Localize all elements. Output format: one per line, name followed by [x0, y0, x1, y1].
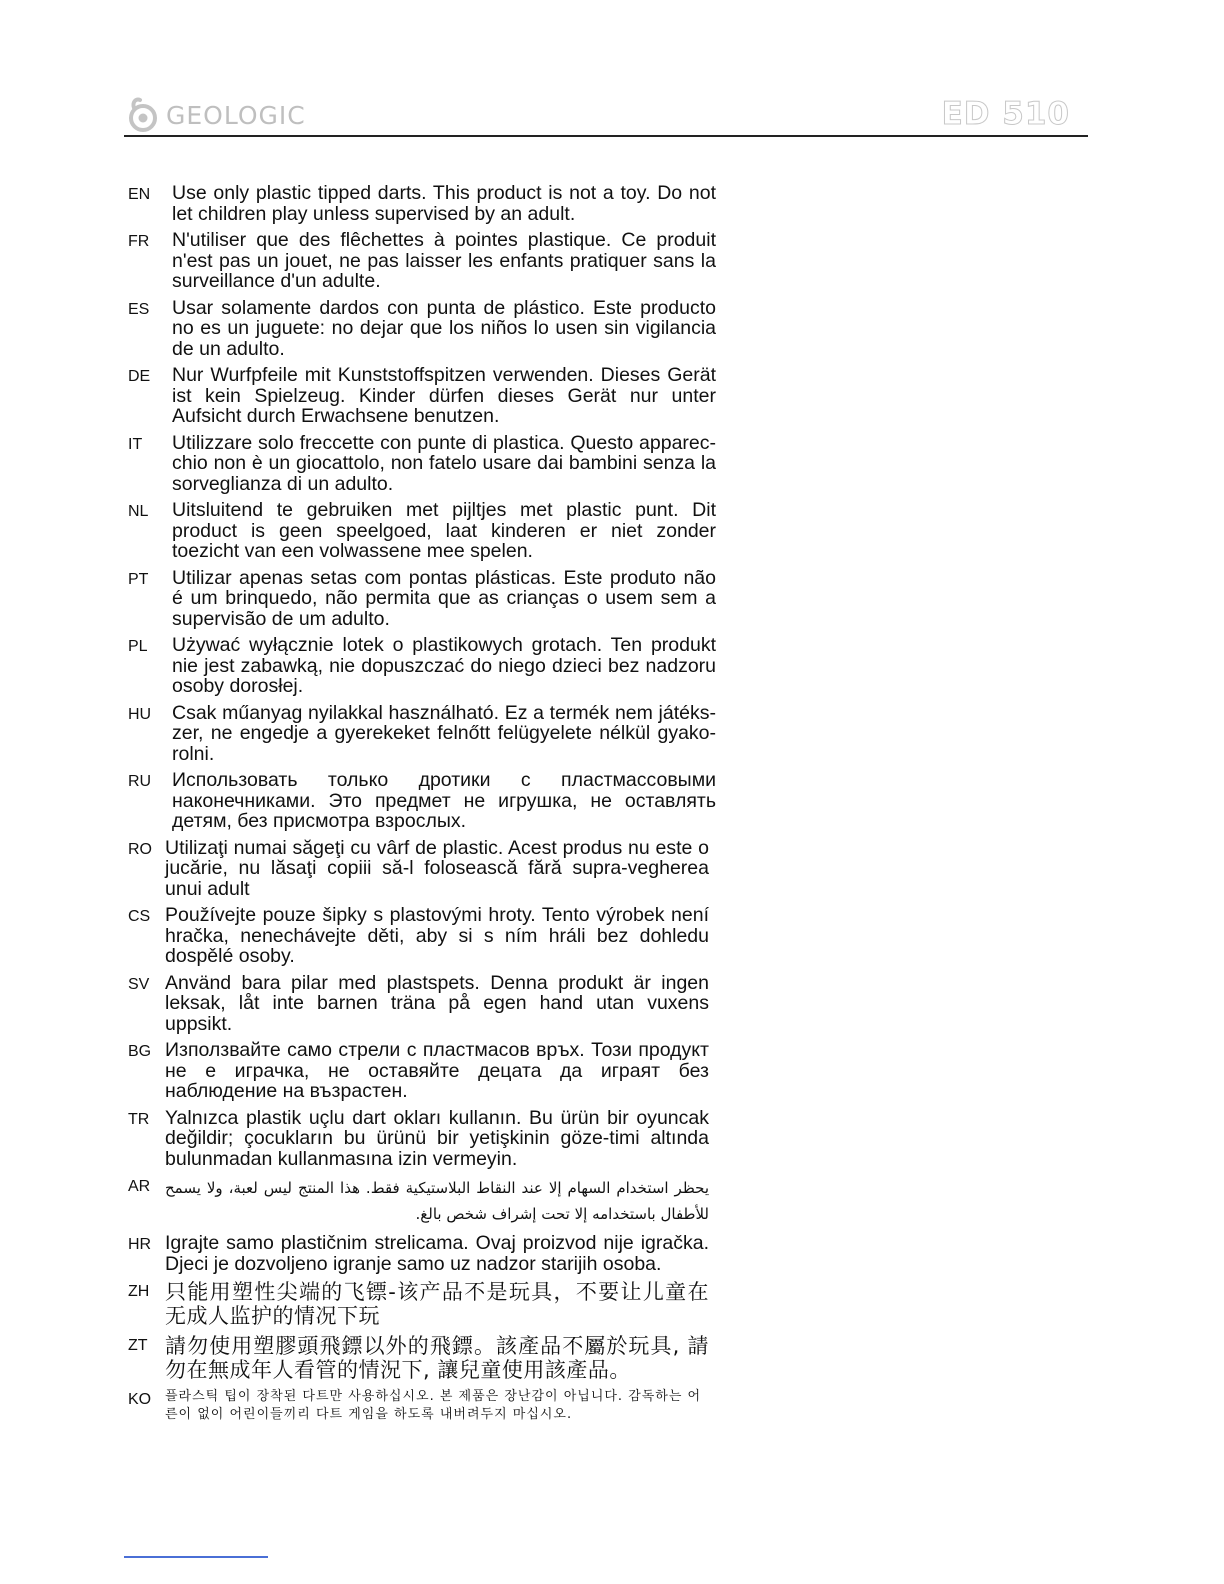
warning-text: Använd bara pilar med plastspets. Denna produkt är ingen leksak, låt inte barnen träna på egen hand utan vuxens uppsikt. [165, 971, 709, 1035]
geologic-logo-icon [128, 96, 162, 134]
header-divider [124, 135, 1088, 137]
warning-hr [128, 1233, 728, 1274]
language-code: CS [128, 908, 151, 925]
warning-text: Utilizar apenas setas com pontas plásticas. Este produto não é um brinquedo, não permita que as crianças o usem sem a supervisão de um adulto. [172, 566, 716, 630]
language-code: HR [128, 1236, 152, 1253]
warning-text: 플라스틱 팁이 장착된 다트만 사용하십시오. 본 제품은 장난감이 아닙니다. 감독하는 어른이 없이 어린이들끼리 다트 게임을 하도록 내버려두지 마십시오. [165, 1389, 702, 1422]
warning-sv [128, 973, 728, 1035]
warning-text: N'utiliser que des flêchettes à pointes plastique. Ce produit n'est pas un jouet, ne pas laisser les enfants pratiquer sans la surveillance d'un adulte. [172, 229, 716, 292]
language-code: TR [128, 1110, 150, 1128]
language-code: ZH [128, 1283, 150, 1300]
warning-hu [128, 703, 728, 765]
language-code: AR [128, 1178, 151, 1195]
language-code: RU [128, 773, 152, 790]
warning-es [128, 298, 728, 360]
warning-it [128, 433, 728, 495]
warning-cs [128, 905, 728, 967]
warning-text: Использовать только дротики с пластмассовыми наконечниками. Это предмет не игрушка, не оставлять детям, без присмотра взрослых. [172, 769, 716, 832]
warning-text: Csak műanyag nyilakkal használható. Ez a termék nem játéks-zer, ne engedje a gyerekeket felnőtt felügyelete nélkül gyako-rolni. [172, 701, 716, 765]
brand-name: GEOLOGIC [166, 100, 306, 130]
warning-text: Nur Wurfpfeile mit Kunststoffspitzen verwenden. Dieses Gerät ist kein Spielzeug. Kinder dürfen dieses Gerät nur unter Aufsicht durch Erwachsene benutzen. [172, 364, 716, 427]
warning-pl [128, 635, 728, 697]
warning-text: Używać wyłącznie lotek o plastikowych grotach. Ten produkt nie jest zabawką, nie dopuszczać do niego dzieci bez nadzoru osoby dorosłej. [172, 634, 716, 697]
language-code: PT [128, 570, 149, 588]
language-code: NL [128, 503, 149, 520]
warning-text: Usar solamente dardos con punta de plástico. Este producto no es un juguete: no dejar que los niños lo usen sin vigilancia de un adulto. [172, 296, 716, 360]
language-code: BG [128, 1043, 152, 1060]
warning-text: Yalnızca plastik uçlu dart okları kullanın. Bu ürün bir oyuncak değildir; çocukların bu ürünü bir yetişkinin göze-timi altında bulunmadan kullanmasına izin vermeyin. [165, 1106, 709, 1170]
warning-ar [128, 1175, 728, 1227]
warning-text: 請勿使用塑膠頭飛鏢以外的飛鏢。該產品不屬於玩具, 請勿在無成年人看管的情況下, 讓兒童使用該產品。 [165, 1334, 709, 1382]
brand-logo [128, 94, 306, 136]
warning-ro [128, 838, 728, 900]
language-code: ZT [128, 1337, 148, 1354]
language-code: IT [128, 435, 143, 453]
safety-warnings [128, 183, 728, 1430]
warning-text: 只能用塑性尖端的飞镖-该产品不是玩具，不要让儿童在 无成人监护的情况下玩 [165, 1280, 709, 1328]
language-code: HU [128, 705, 152, 723]
page-header [124, 92, 1088, 138]
warning-text: Utilizaţi numai săgeţi cu vârf de plastic. Acest produs nu este o jucărie, nu lăsaţi copiii să-l folosească fără supra-vegherea unui adult [165, 836, 709, 900]
warning-de [128, 365, 728, 427]
warning-tr [128, 1108, 728, 1170]
language-code: KO [128, 1391, 152, 1408]
warning-ko [128, 1388, 728, 1424]
warning-text: Igrajte samo plastičnim strelicama. Ovaj proizvod nije igračka. Djeci je dozvoljeno igranje samo uz nadzor starijih osoba. [165, 1232, 709, 1275]
language-code: ES [128, 300, 150, 318]
warning-bg [128, 1040, 728, 1102]
language-code: PL [128, 638, 148, 655]
warning-nl [128, 500, 728, 562]
warning-text: Utilizzare solo freccette con punte di plastica. Questo apparec-chio non è un giocattolo, non fatelo usare dai bambini senza la sorveglianza di un adulto. [172, 431, 716, 495]
warning-text: Use only plastic tipped darts. This product is not a toy. Do not let children play unless supervised by an adult. [172, 182, 716, 225]
warning-en [128, 183, 728, 224]
language-code: SV [128, 975, 150, 993]
language-code: FR [128, 233, 150, 250]
language-code: EN [128, 186, 151, 203]
footer-link-underline [124, 1556, 268, 1558]
language-code: RO [128, 840, 152, 858]
warning-text: Използвайте само стрели с пластмасов връх. Този продукт не е играчка, не оставяйте децата да играят без наблюдение на възрастен. [165, 1039, 709, 1102]
warning-pt [128, 568, 728, 630]
warning-text: Používejte pouze šipky s plastovými hroty. Tento výrobek není hračka, nenechávejte děti, aby si s ním hráli bez dohledu dospělé osoby. [165, 904, 709, 967]
warning-text: يحظر استخدام السهام إلا عند النقاط البلاستيكية فقط. هذا المنتج ليس لعبة، ولا يسمح للأطفال باستخدامه إلا تحت إشراف شخص بالغ. [165, 1179, 709, 1223]
language-code: DE [128, 368, 151, 385]
warning-fr [128, 230, 728, 292]
model-number: ED 510 [941, 96, 1070, 132]
warning-zt [128, 1334, 728, 1382]
warning-ru [128, 770, 728, 832]
warning-zh [128, 1280, 728, 1328]
warning-text: Uitsluitend te gebruiken met pijltjes met plastic punt. Dit product is geen speelgoed, laat kinderen er niet zonder toezicht van een volwassene mee spelen. [172, 499, 716, 562]
